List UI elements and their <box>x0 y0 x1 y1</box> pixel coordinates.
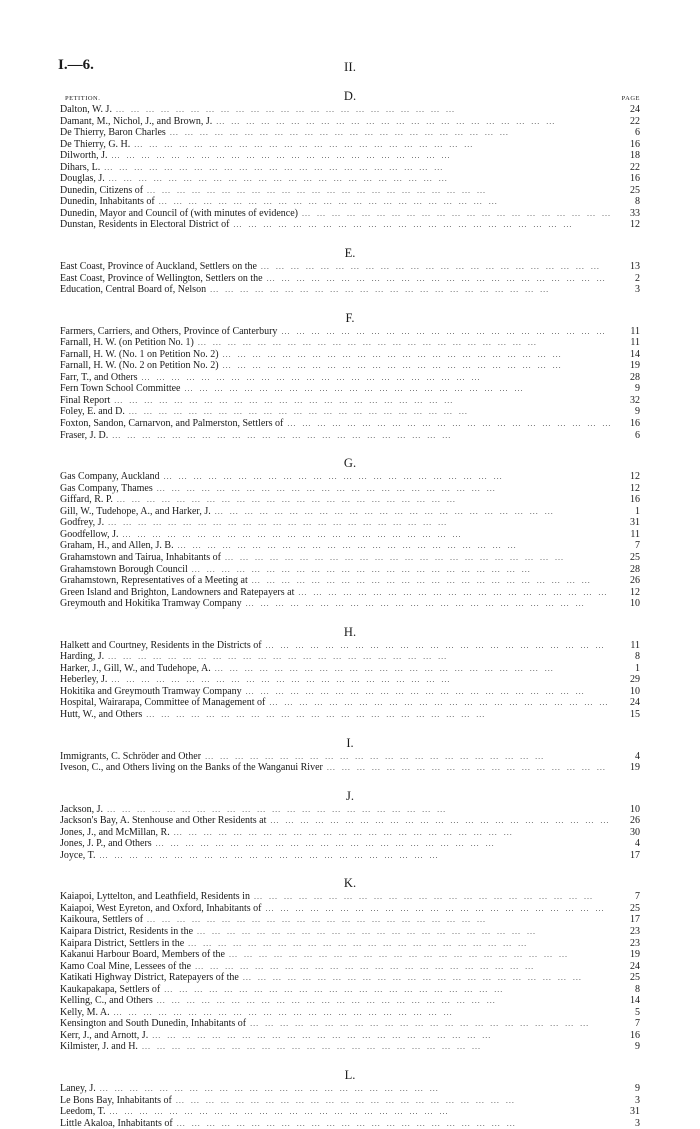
index-section <box>60 788 640 862</box>
entry-page-number: 14 <box>630 995 640 1007</box>
entry-page-number: 9 <box>635 406 640 418</box>
index-entry <box>60 372 640 384</box>
index-entry <box>60 139 640 151</box>
leader-dots <box>198 337 612 349</box>
section-letter: K. <box>343 876 357 891</box>
leader-dots <box>216 116 612 128</box>
leader-dots <box>266 640 612 652</box>
section-letter: D. <box>343 89 357 103</box>
leader-dots <box>188 938 612 950</box>
entry-page-number: 28 <box>630 563 640 575</box>
entry-name: Jones, J., and McMillan, R. <box>60 826 170 838</box>
column-heading-petition: PETITION. <box>65 95 101 102</box>
entry-name: Kaiapoi, West Eyreton, and Oxford, Inhabitants of <box>60 902 262 914</box>
entry-page-number: 31 <box>630 1106 640 1118</box>
index-entry <box>60 471 640 483</box>
entry-page-number: 25 <box>630 972 640 984</box>
entry-name: Jackson's Bay, A. Stenhouse and Other Residents at <box>60 815 267 827</box>
leader-dots <box>111 674 612 686</box>
entry-name: Laney, J. <box>60 1083 96 1094</box>
index-entry <box>60 418 640 430</box>
index-entry <box>60 850 640 862</box>
index-entry <box>60 162 640 174</box>
leader-dots <box>287 418 612 430</box>
section-letter: E. <box>344 246 356 261</box>
entry-page-number: 26 <box>630 575 640 587</box>
leader-dots <box>195 961 612 973</box>
entry-name: De Thierry, G. H. <box>60 138 131 150</box>
entry-page-number: 6 <box>635 127 640 139</box>
entry-page-number: 24 <box>630 104 640 115</box>
entry-name: Farr, T., and Others <box>60 371 138 383</box>
entry-page-number: 24 <box>630 960 640 972</box>
entry-name: Dunedin, Inhabitants of <box>60 196 155 208</box>
index-entry <box>60 598 640 610</box>
section-letter: H. <box>343 624 357 639</box>
entry-name: Halkett and Courtney, Residents in the Districts of <box>60 639 262 651</box>
entry-name: Fern Town School Committee <box>60 383 181 395</box>
entry-name: East Coast, Province of Wellington, Settlers on the <box>60 272 263 284</box>
entry-name: Kamo Coal Mine, Lessees of the <box>60 960 192 972</box>
entry-name: Dilworth, J. <box>60 150 108 162</box>
index-entry <box>60 150 640 162</box>
index-entry <box>60 838 640 850</box>
entry-page-number: 11 <box>630 337 640 349</box>
entry-page-number: 30 <box>630 826 640 838</box>
index-entry <box>60 494 640 506</box>
index-entry <box>60 430 640 442</box>
index-entry <box>60 995 640 1007</box>
index-entry <box>60 349 640 361</box>
leader-dots <box>164 471 612 483</box>
entry-page-number: 16 <box>630 173 640 185</box>
entry-page-number: 23 <box>630 925 640 937</box>
leader-dots <box>327 762 612 774</box>
entry-page-number: 23 <box>630 937 640 949</box>
entry-name: Le Bons Bay, Inhabitants of <box>60 1094 172 1106</box>
leader-dots <box>164 984 612 996</box>
leader-dots <box>265 903 612 915</box>
leader-dots <box>107 804 612 816</box>
leader-dots <box>142 1041 612 1053</box>
entry-name: Kilmister, J. and H. <box>60 1041 138 1053</box>
entry-name: Immigrants, C. Schröder and Other <box>60 750 202 762</box>
entry-page-number: 4 <box>635 750 640 762</box>
entry-page-number: 32 <box>630 394 640 406</box>
index-entry <box>60 1118 640 1129</box>
entry-name: Douglas, J. <box>60 173 105 185</box>
entry-name: Kelly, M. A. <box>60 1006 110 1018</box>
leader-dots <box>229 949 612 961</box>
leader-dots <box>112 430 612 442</box>
index-entry <box>60 1018 640 1030</box>
leader-dots <box>197 926 612 938</box>
entry-name: Heberley, J. <box>60 674 108 686</box>
index-entry <box>60 651 640 663</box>
leader-dots <box>134 139 612 151</box>
entry-name: Gill, W., Tudehope, A., and Harker, J. <box>60 505 211 517</box>
entry-page-number: 22 <box>630 161 640 173</box>
entry-page-number: 31 <box>630 517 640 529</box>
index-entry <box>60 219 640 231</box>
index-entry <box>60 972 640 984</box>
entry-name: Grahamstown, Representatives of a Meeting at <box>60 575 248 587</box>
entry-name: Damant, M., Nichol, J., and Brown, J. <box>60 115 213 127</box>
leader-dots <box>146 709 612 721</box>
index-section <box>60 88 640 231</box>
index-entry <box>60 1083 640 1095</box>
index-entry <box>60 273 640 285</box>
entry-name: Kerr, J., and Arnott, J. <box>60 1029 149 1041</box>
leader-dots <box>177 1118 612 1129</box>
index-entry <box>60 173 640 185</box>
entry-name: Kelling, C., and Others <box>60 995 153 1007</box>
index-entry <box>60 751 640 763</box>
entry-name: Kaiapoi, Lyttelton, and Leathfield, Residents in <box>60 891 250 903</box>
entry-page-number: 24 <box>630 697 640 709</box>
entry-name: De Thierry, Baron Charles <box>60 127 166 139</box>
entry-page-number: 12 <box>630 219 640 231</box>
index-entry <box>60 1030 640 1042</box>
entry-page-number: 2 <box>635 272 640 284</box>
index-entry <box>60 827 640 839</box>
entry-page-number: 12 <box>630 482 640 494</box>
leader-dots <box>108 517 612 529</box>
entry-name: Gas Company, Auckland <box>60 471 160 483</box>
entry-name: Little Akaloa, Inhabitants of <box>60 1117 173 1129</box>
entry-name: Final Report <box>60 394 111 406</box>
entry-page-number: 7 <box>635 540 640 552</box>
entry-name: Kaipara District, Residents in the <box>60 925 194 937</box>
entry-name: Godfrey, J. <box>60 517 105 529</box>
entry-page-number: 25 <box>630 902 640 914</box>
index-entry <box>60 804 640 816</box>
entry-name: Gas Company, Thames <box>60 482 153 494</box>
entry-page-number: 17 <box>630 849 640 861</box>
column-heading-page: PAGE <box>621 95 640 102</box>
entry-page-number: 10 <box>630 803 640 815</box>
index-entry <box>60 127 640 139</box>
index-section <box>60 310 640 441</box>
index-section <box>60 455 640 610</box>
leader-dots <box>254 891 612 903</box>
leader-dots <box>142 372 612 384</box>
index-entry <box>60 540 640 552</box>
index-entry <box>60 1007 640 1019</box>
entry-page-number: 19 <box>630 762 640 774</box>
leader-dots <box>215 663 612 675</box>
entry-name: Dihars, L. <box>60 161 101 173</box>
entry-name: Hokitika and Greymouth Tramway Company <box>60 685 242 697</box>
leader-dots <box>269 697 612 709</box>
entry-page-number: 19 <box>630 949 640 961</box>
index-entry <box>60 552 640 564</box>
entry-page-number: 13 <box>630 261 640 273</box>
section-letter: F. <box>345 310 355 325</box>
index-section <box>60 875 640 1053</box>
entry-name: Dunstan, Residents in Electoral District of <box>60 219 230 231</box>
leader-dots <box>116 104 612 116</box>
entry-name: Harding, J. <box>60 651 105 663</box>
entry-name: Leedom, T. <box>60 1106 106 1118</box>
leader-dots <box>174 827 612 839</box>
entry-name: Graham, H., and Allen, J. B. <box>60 540 174 552</box>
leader-dots <box>223 349 612 361</box>
entry-page-number: 12 <box>630 471 640 483</box>
leader-dots <box>129 406 612 418</box>
entry-page-number: 19 <box>630 360 640 372</box>
leader-dots <box>117 494 612 506</box>
entry-name: Foley, E. and D. <box>60 406 125 418</box>
leader-dots <box>205 751 612 763</box>
index-entry <box>60 284 640 296</box>
index-entry <box>60 914 640 926</box>
index-entry <box>60 926 640 938</box>
leader-dots <box>215 506 612 518</box>
entry-page-number: 7 <box>635 1018 640 1030</box>
leader-dots <box>109 1106 612 1118</box>
entry-name: Kaukapakapa, Settlers of <box>60 983 161 995</box>
index-entry <box>60 261 640 273</box>
entry-name: Grahamstown Borough Council <box>60 563 188 575</box>
entry-page-number: 16 <box>630 1029 640 1041</box>
entry-page-number: 4 <box>635 838 640 850</box>
index-entry <box>60 383 640 395</box>
index-entry <box>60 395 640 407</box>
entry-name: Dalton, W. J. <box>60 104 112 115</box>
index-entry <box>60 949 640 961</box>
entry-name: Goodfellow, J. <box>60 528 119 540</box>
entry-page-number: 9 <box>635 1083 640 1094</box>
entry-name: Kaikoura, Settlers of <box>60 914 144 926</box>
entry-name: Farnall, H. W. (No. 1 on Petition No. 2) <box>60 348 219 360</box>
entry-name: Greymouth and Hokitika Tramway Company <box>60 598 242 610</box>
entry-page-number: 3 <box>635 1094 640 1106</box>
index-entry <box>60 709 640 721</box>
entry-name: Giffard, R. P. <box>60 494 113 506</box>
leader-dots <box>185 383 613 395</box>
leader-dots <box>104 162 612 174</box>
entry-name: Grahamstown and Tairua, Inhabitants of <box>60 551 222 563</box>
entry-page-number: 8 <box>635 983 640 995</box>
index-section <box>60 1067 640 1129</box>
index-entry <box>60 903 640 915</box>
leader-dots <box>298 587 612 599</box>
page-number-roman: II. <box>344 59 356 74</box>
leader-dots <box>225 552 612 564</box>
index-section <box>60 735 640 774</box>
index-entry <box>60 337 640 349</box>
entry-name: Kakanui Harbour Board, Members of the <box>60 949 225 961</box>
leader-dots <box>176 1095 612 1107</box>
entry-page-number: 17 <box>630 914 640 926</box>
entry-page-number: 15 <box>630 708 640 720</box>
entry-name: Kensington and South Dunedin, Inhabitants of <box>60 1018 247 1030</box>
entry-page-number: 8 <box>635 651 640 663</box>
entry-page-number: 16 <box>630 138 640 150</box>
entry-page-number: 3 <box>635 284 640 296</box>
leader-dots <box>100 1083 612 1095</box>
entry-name: Hutt, W., and Others <box>60 708 143 720</box>
leader-dots <box>267 273 612 285</box>
leader-dots <box>261 261 612 273</box>
entry-name: Dunedin, Mayor and Council of (with minutes of evidence) <box>60 207 298 219</box>
index-entry <box>60 1041 640 1053</box>
section-letter: J. <box>346 788 354 803</box>
leader-dots <box>147 185 612 197</box>
leader-dots <box>114 1007 612 1019</box>
index-section <box>60 624 640 721</box>
entry-name: Jackson, J. <box>60 803 104 815</box>
entry-page-number: 25 <box>630 551 640 563</box>
index-entry <box>60 564 640 576</box>
entry-page-number: 18 <box>630 150 640 162</box>
index-entry <box>60 196 640 208</box>
index-entry <box>60 208 640 220</box>
leader-dots <box>252 575 612 587</box>
leader-dots <box>123 529 612 541</box>
entry-name: Farnall, H. W. (No. 2 on Petition No. 2) <box>60 360 219 372</box>
entry-page-number: 7 <box>635 891 640 903</box>
leader-dots <box>223 360 612 372</box>
leader-dots <box>114 395 612 407</box>
leader-dots <box>281 326 612 338</box>
entry-page-number: 9 <box>635 1041 640 1053</box>
leader-dots <box>246 686 612 698</box>
leader-dots <box>152 1030 612 1042</box>
entry-page-number: 5 <box>635 1006 640 1018</box>
leader-dots <box>108 651 612 663</box>
entry-page-number: 11 <box>630 325 640 337</box>
entry-name: Iveson, C., and Others living on the Banks of the Wanganui River <box>60 762 323 774</box>
index-entry <box>60 575 640 587</box>
leader-dots <box>156 838 612 850</box>
index-entry <box>60 686 640 698</box>
index-entry <box>60 104 640 116</box>
leader-dots <box>147 914 612 926</box>
entry-name: Foxton, Sandon, Carnarvon, and Palmerston, Settlers of <box>60 418 284 430</box>
index-entry <box>60 360 640 372</box>
leader-dots <box>157 483 612 495</box>
leader-dots <box>210 284 612 296</box>
entry-page-number: 10 <box>630 685 640 697</box>
index-entry <box>60 674 640 686</box>
leader-dots <box>250 1018 612 1030</box>
entry-page-number: 8 <box>635 196 640 208</box>
leader-dots <box>233 219 612 231</box>
entry-name: Green Island and Brighton, Landowners and Ratepayers at <box>60 586 295 598</box>
section-letter: L. <box>344 1068 356 1082</box>
index-entry <box>60 815 640 827</box>
entry-name: Joyce, T. <box>60 849 96 861</box>
entry-page-number: 22 <box>630 115 640 127</box>
entry-name: Jones, J. P., and Others <box>60 838 152 850</box>
leader-dots <box>159 196 612 208</box>
leader-dots <box>170 127 612 139</box>
entry-page-number: 25 <box>630 184 640 196</box>
entry-page-number: 1 <box>635 662 640 674</box>
entry-name: Dunedin, Citizens of <box>60 184 144 196</box>
entry-name: Fraser, J. D. <box>60 429 109 441</box>
entry-page-number: 16 <box>630 494 640 506</box>
entry-page-number: 10 <box>630 598 640 610</box>
index-entry <box>60 984 640 996</box>
index-entry <box>60 961 640 973</box>
index-entry <box>60 663 640 675</box>
index-entry <box>60 483 640 495</box>
entry-page-number: 11 <box>630 639 640 651</box>
index-entry <box>60 406 640 418</box>
leader-dots <box>99 850 612 862</box>
entry-page-number: 33 <box>630 207 640 219</box>
index-entry <box>60 185 640 197</box>
entry-page-number: 9 <box>635 383 640 395</box>
index-entry <box>60 938 640 950</box>
index-entry <box>60 506 640 518</box>
leader-dots <box>302 208 612 220</box>
index-entry <box>60 891 640 903</box>
entry-page-number: 12 <box>630 586 640 598</box>
leader-dots <box>157 995 612 1007</box>
index-entry <box>60 529 640 541</box>
leader-dots <box>112 150 613 162</box>
leader-dots <box>246 598 612 610</box>
petition-index <box>60 88 640 1129</box>
section-letter: G. <box>343 456 357 471</box>
index-entry <box>60 1106 640 1118</box>
entry-page-number: 16 <box>630 418 640 430</box>
index-entry <box>60 640 640 652</box>
entry-name: East Coast, Province of Auckland, Settlers on the <box>60 261 257 273</box>
index-entry <box>60 762 640 774</box>
document-reference: I.—6. <box>58 57 94 73</box>
index-entry <box>60 697 640 709</box>
index-section <box>60 245 640 296</box>
leader-dots <box>109 173 612 185</box>
entry-name: Hospital, Wairarapa, Committee of Management of <box>60 697 266 709</box>
entry-name: Katikati Highway District, Ratepayers of the <box>60 972 239 984</box>
section-letter: I. <box>346 735 354 750</box>
entry-name: Farmers, Carriers, and Others, Province of Canterbury <box>60 325 278 337</box>
entry-page-number: 11 <box>630 528 640 540</box>
leader-dots <box>270 815 612 827</box>
index-entry <box>60 116 640 128</box>
entry-page-number: 29 <box>630 674 640 686</box>
index-entry <box>60 587 640 599</box>
entry-name: Harker, J., Gill, W., and Tudehope, A. <box>60 662 211 674</box>
leader-dots <box>243 972 612 984</box>
entry-page-number: 3 <box>635 1117 640 1129</box>
index-entry <box>60 517 640 529</box>
entry-page-number: 6 <box>635 429 640 441</box>
leader-dots <box>178 540 612 552</box>
entry-name: Farnall, H. W. (on Petition No. 1) <box>60 337 194 349</box>
entry-page-number: 14 <box>630 348 640 360</box>
index-entry <box>60 1095 640 1107</box>
entry-name: Education, Central Board of, Nelson <box>60 284 207 296</box>
entry-page-number: 1 <box>635 505 640 517</box>
index-entry <box>60 326 640 338</box>
entry-page-number: 28 <box>630 371 640 383</box>
entry-page-number: 26 <box>630 815 640 827</box>
leader-dots <box>192 564 612 576</box>
entry-name: Kaipara District, Settlers in the <box>60 937 185 949</box>
